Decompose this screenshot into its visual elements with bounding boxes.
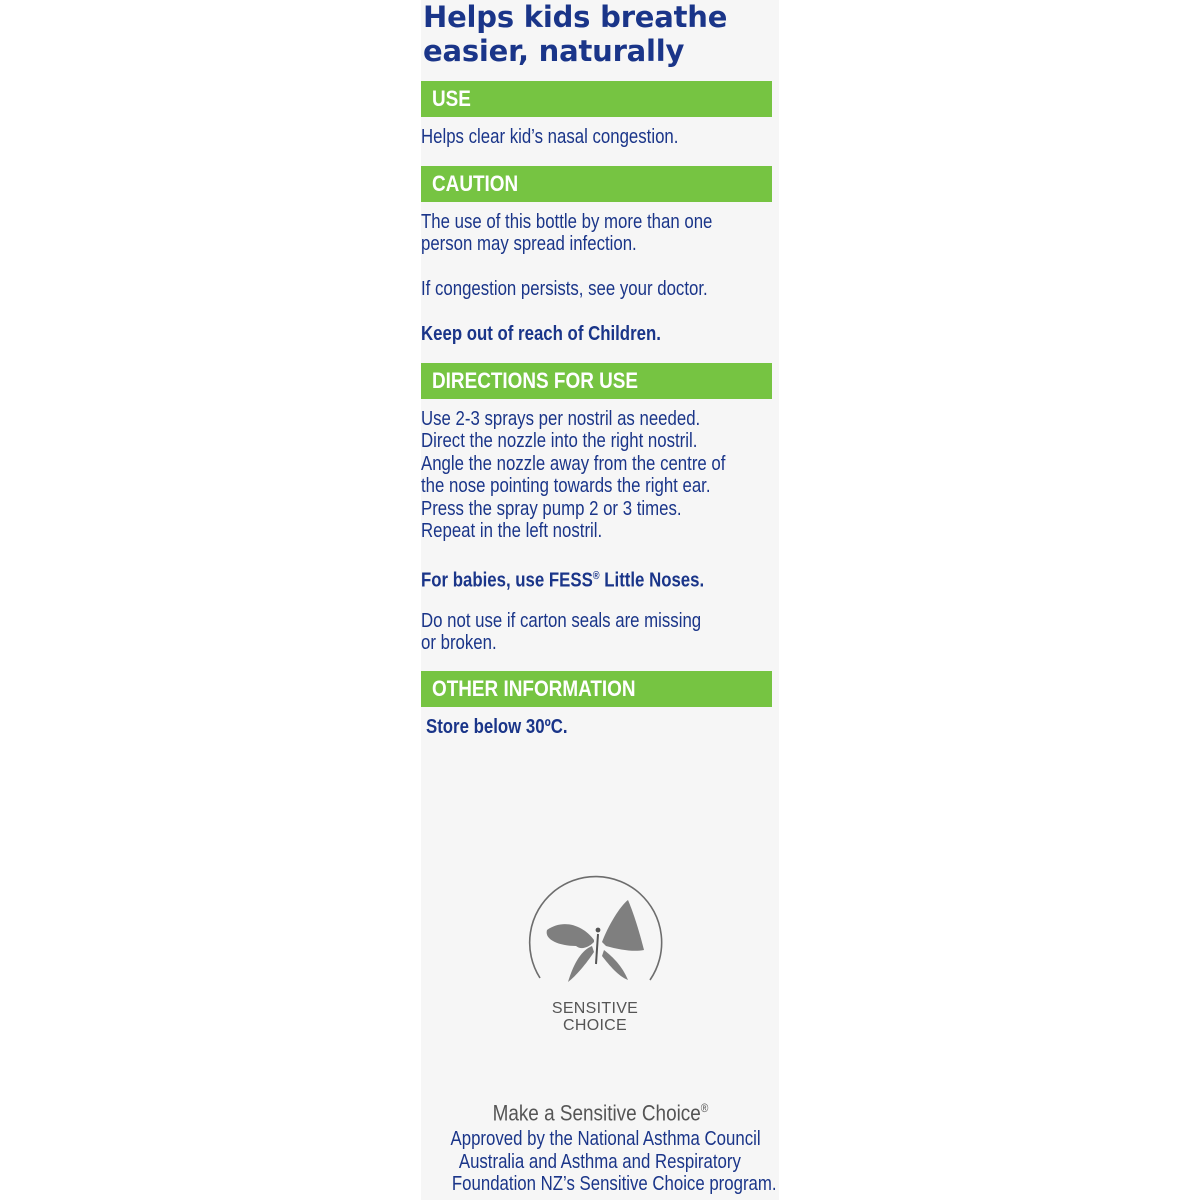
directions-babies-suffix: Little Noses. <box>599 569 705 592</box>
directions-seals-line-2: or broken. <box>421 632 497 654</box>
other-storage-text: Store below 30ºC. <box>426 716 568 738</box>
use-heading: USE <box>432 86 471 111</box>
directions-babies-prefix: For babies, use FESS <box>421 569 593 592</box>
directions-line-3: Angle the nozzle away from the centre of <box>421 453 726 475</box>
caution-line-1: The use of this bottle by more than one <box>421 211 713 233</box>
sensitive-choice-logo <box>524 870 666 1012</box>
directions-line-5: Press the spray pump 2 or 3 times. <box>421 498 682 520</box>
headline-line-1: Helps kids breathe <box>423 0 728 34</box>
caution-heading: CAUTION <box>432 171 519 196</box>
sensitive-choice-title-reg: ® <box>700 1101 708 1115</box>
logo-text-line-2: CHOICE <box>562 1017 628 1034</box>
butterfly-icon <box>547 900 644 982</box>
other-heading: OTHER INFORMATION <box>432 676 636 701</box>
directions-babies <box>421 565 704 592</box>
use-text: Helps clear kid’s nasal congestion. <box>421 126 679 148</box>
headline-line-2: easier, naturally <box>423 34 685 68</box>
other-heading-bar <box>421 671 772 707</box>
directions-babies-reg: ® <box>592 570 600 582</box>
headline <box>423 0 783 68</box>
logo-text-line-1: SENSITIVE <box>551 1000 639 1017</box>
logo-text <box>524 1000 666 1034</box>
caution-line-2: person may spread infection. <box>421 233 637 255</box>
approval-statement <box>421 1128 779 1196</box>
logo-ring <box>530 877 662 980</box>
approval-line-1: Approved by the National Asthma Council <box>450 1128 761 1150</box>
use-heading-bar <box>421 81 772 117</box>
caution-heading-bar <box>421 166 772 202</box>
caution-keep-away: Keep out of reach of Children. <box>421 323 661 345</box>
directions-heading-bar <box>421 363 772 399</box>
approval-line-2: Australia and Asthma and Respiratory <box>458 1150 742 1173</box>
directions-heading: DIRECTIONS FOR USE <box>432 368 639 393</box>
sensitive-choice-title-text: Make a Sensitive Choice <box>492 1100 701 1126</box>
directions-seals-line-1: Do not use if carton seals are missing <box>421 610 702 632</box>
directions-line-6: Repeat in the left nostril. <box>421 520 603 542</box>
sensitive-choice-title <box>421 1095 779 1126</box>
directions-line-4: the nose pointing towards the right ear. <box>421 475 711 497</box>
approval-line-3: Foundation NZ’s Sensitive Choice program. <box>451 1173 777 1195</box>
caution-line-3: If congestion persists, see your doctor. <box>421 278 708 300</box>
directions-line-1: Use 2-3 sprays per nostril as needed. <box>421 408 701 430</box>
directions-line-2: Direct the nozzle into the right nostril. <box>421 430 698 452</box>
